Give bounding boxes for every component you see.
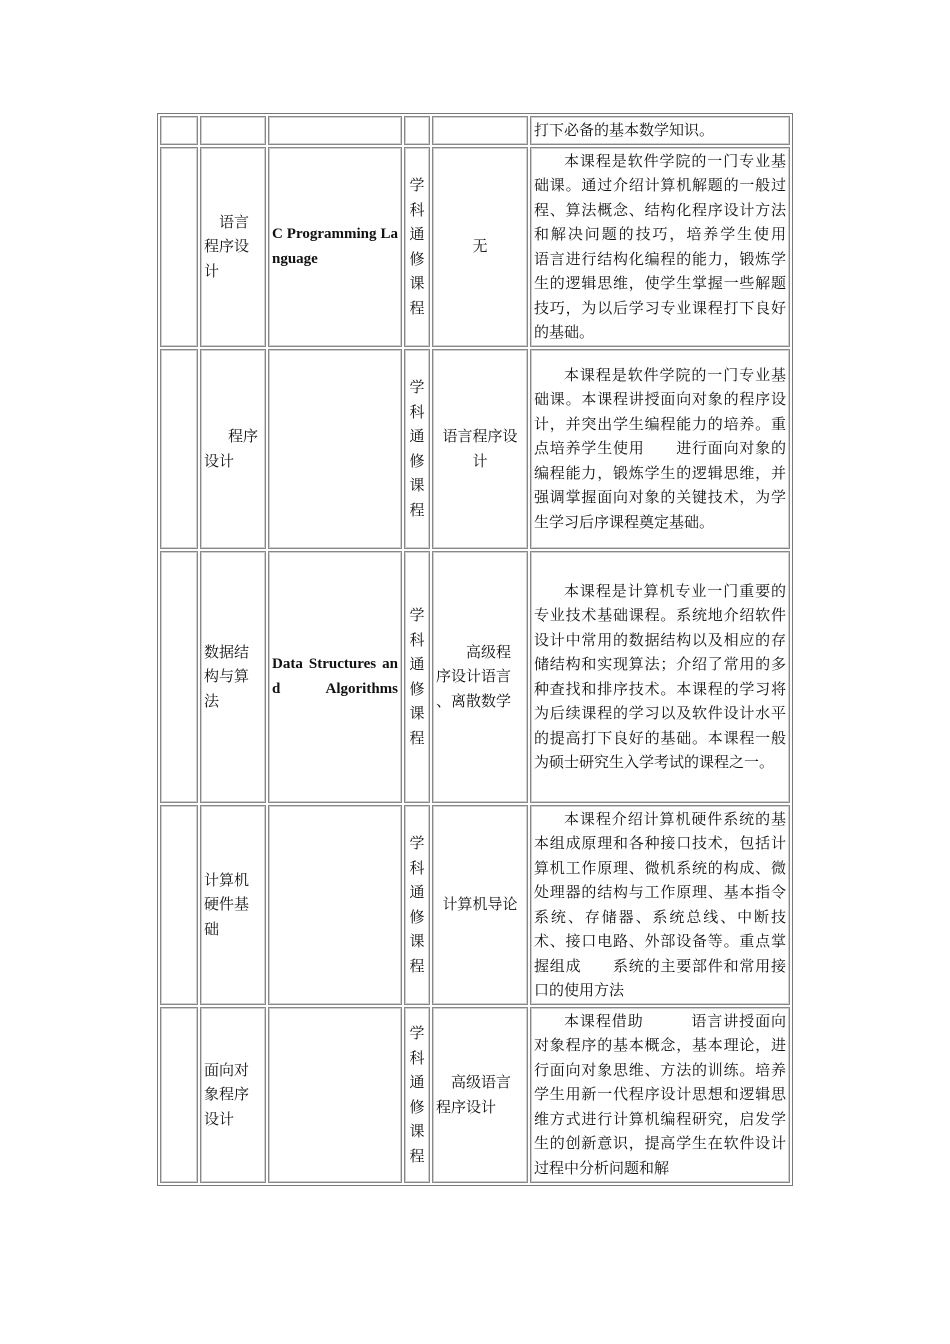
english-name-cell [268,147,402,347]
number-cell [160,551,198,803]
prerequisite: 高级语言程序设计 [436,1073,512,1116]
description-cell [530,551,790,803]
english-name-cell [268,1007,402,1183]
description-cell [530,1007,790,1183]
course-name-cell [200,147,266,347]
course-name-cell [200,116,266,145]
prerequisite-cell [432,116,528,145]
course-type-cell [404,1007,430,1183]
course-type-cell [404,147,430,347]
prerequisite-cell [432,147,528,347]
course-type: 学科通修课程 [409,834,425,975]
english-name: C Programming Language [272,226,398,267]
description-text: 本课程借助 语言讲授面向对象程序的基本概念，基本理论，进行面向对象思维、方法的训练。培养学生用新一代程序设计思想和逻辑思维方式进行计算机编程研究，启发学生的创新意识，提高学生在软件设计过程中分析问题和解 [534,1011,786,1177]
course-name: 数据结构与算法 [204,642,250,710]
english-name: Data Structures and Algorithms [272,656,398,697]
number-cell [160,147,198,347]
course-name: 面向对象程序设计 [204,1060,250,1128]
course-name-cell [200,551,266,803]
english-name-cell [268,551,402,803]
table-row [160,805,790,1005]
description-cell [530,147,802,347]
course-type: 学科通修课程 [409,606,425,747]
course-type: 学科通修课程 [409,378,425,519]
description-cell [530,349,790,549]
course-type-cell [404,805,430,1005]
course-name: 程序设计 [204,427,259,470]
course-name-cell [200,805,266,1005]
description-text: 打下必备的基本数学知识。 [534,121,715,139]
prerequisite-cell [432,551,542,803]
prerequisite: 无 [472,237,488,256]
table-row [160,349,790,549]
prerequisite-cell [432,1007,528,1183]
course-name: 语言程序设计 [204,212,250,280]
description-cell [530,116,790,145]
prerequisite: 计算机导论 [442,895,518,914]
prerequisite-cell [432,349,528,549]
number-cell [160,349,198,549]
table-row [160,551,790,803]
course-type: 学科通修课程 [409,176,425,317]
table-row [160,116,790,145]
description-text: 本课程是软件学院的一门专业基础课。通过介绍计算机解题的一般过程、算法概念、结构化程序设计方法和解决问题的技巧，培养学生使用 语言进行结构化编程的能力，锻炼学生的逻辑思维，使学生掌握一些解题技巧，为以后学习专业课程打下良好的基础。 [534,151,802,341]
english-name-cell [268,349,402,549]
description-cell [530,805,790,1005]
course-type-cell [404,349,430,549]
course-type-cell [404,551,430,803]
description-text: 本课程是软件学院的一门专业基础课。本课程讲授面向对象的程序设计，并突出学生编程能力的培养。重点培养学生使用 进行面向对象的编程能力，锻炼学生的逻辑思维，并强调掌握面向对象的关键技术，为学生学习后序课程奠定基础。 [534,365,786,531]
description-text: 本课程介绍计算机硬件系统的基本组成原理和各种接口技术，包括计算机工作原理、微机系统的构成、微处理器的结构与工作原理、基本指令系统、存储器、系统总线、中断技术、接口电路、外部设备等。重点掌握组成 系统的主要部件和常用接口的使用方法 [534,809,786,999]
table-row [160,1007,790,1183]
description-text: 本课程是计算机专业一门重要的专业技术基础课程。系统地介绍软件设计中常用的数据结构以及相应的存储结构和实现算法；介绍了常用的多种查找和排序技术。本课程的学习将为后续课程的学习以及软件设计水平的提高打下良好的基础。本课程一般为硕士研究生入学考试的课程之一。 [534,581,786,771]
prerequisite: 高级程序设计语言 、离散数学 [436,642,542,710]
course-name: 计算机硬件基础 [204,870,250,938]
number-cell [160,805,198,1005]
course-type-cell [404,116,430,145]
number-cell [160,116,198,145]
course-name-cell [200,1007,266,1183]
number-cell [160,1007,198,1183]
english-name-cell [268,116,402,145]
table-row [160,147,790,347]
course-type: 学科通修课程 [409,1024,425,1165]
course-table [157,113,802,1186]
english-name-cell [268,805,402,1005]
course-name-cell [200,349,266,549]
prerequisite: 语言程序设计 [442,427,518,470]
prerequisite-cell [432,805,528,1005]
